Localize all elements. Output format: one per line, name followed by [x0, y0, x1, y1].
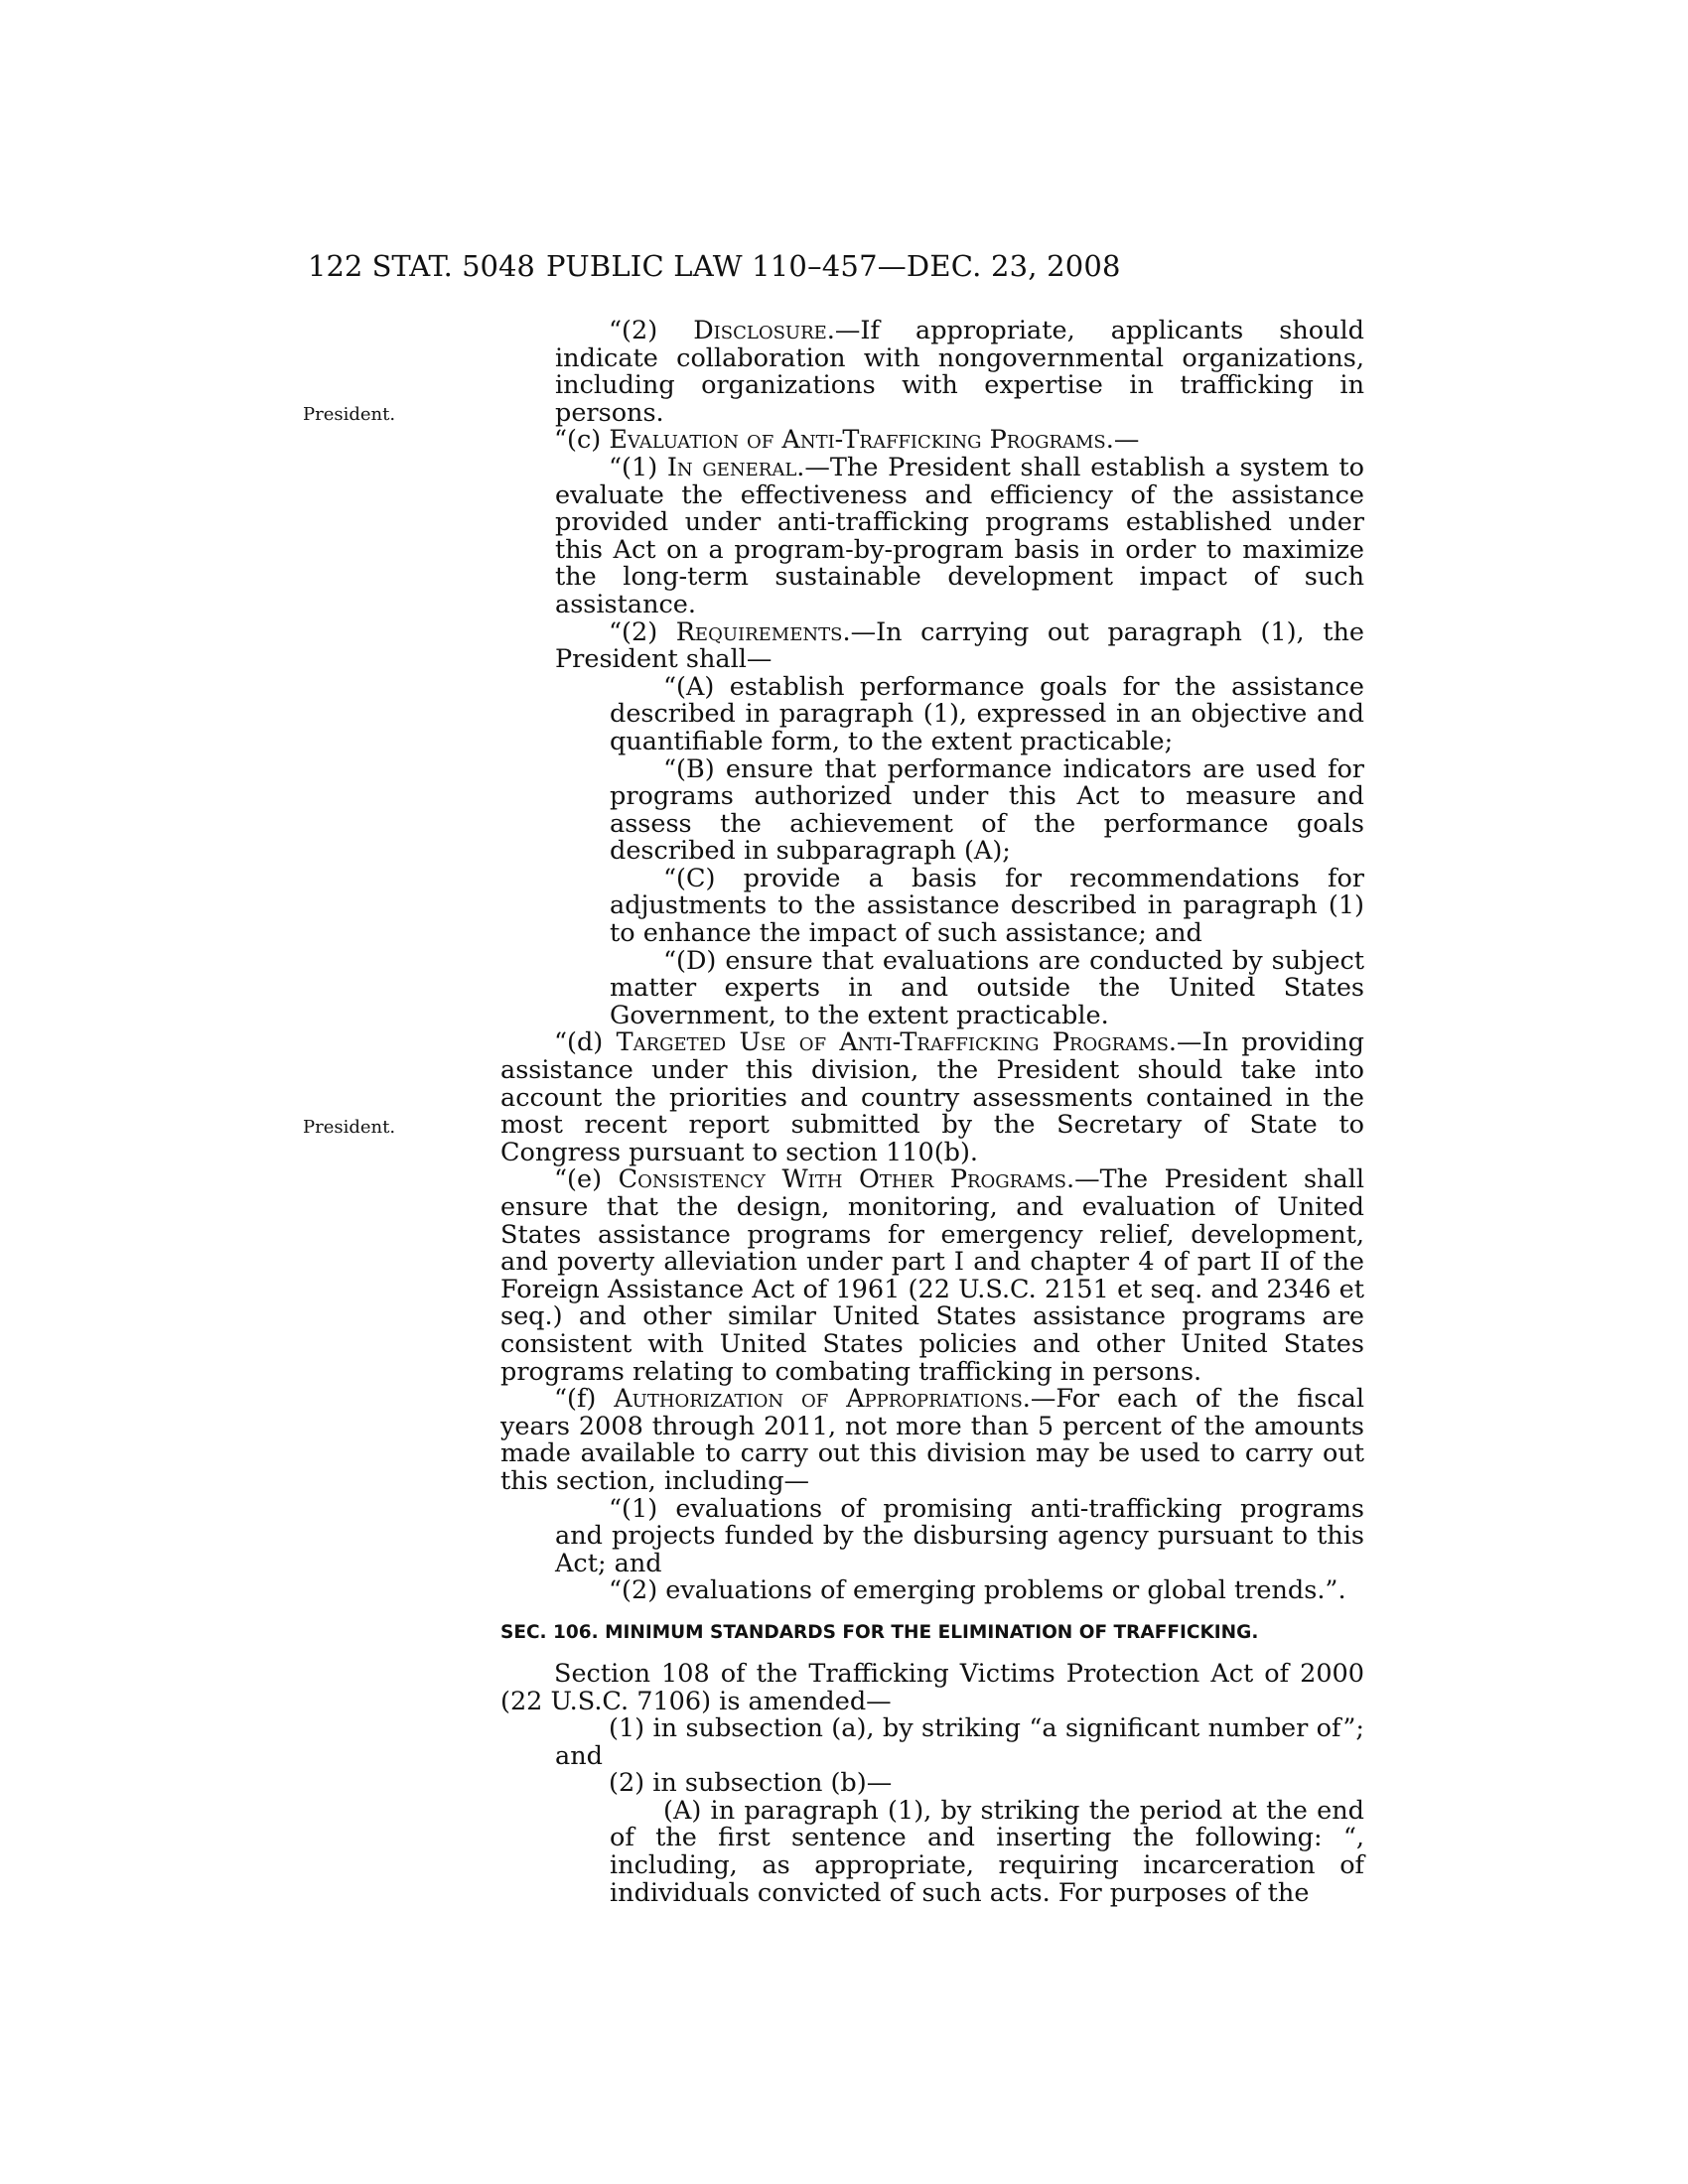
- public-law-title: PUBLIC LAW 110–457—DEC. 23, 2008: [546, 249, 1121, 283]
- statute-page-number: 122 STAT. 5048: [308, 249, 535, 283]
- paragraph-section-108: Section 108 of the Trafficking Victims Protection Act of 2000 (22 U.S.C. 7106) is amended—: [500, 1658, 1364, 1716]
- paragraph-authorization: “(f) Authorization of Appropriations.—For each of the fiscal years 2008 through 2011, not more than 5 percent of the amounts made available to carry out this division may be used to carry out this section, including—: [500, 1384, 1364, 1496]
- subparagraph-a: “(A) establish performance goals for the assistance described in paragraph (1), expressed in an objective and quantifiable form, to the extent practicable;: [610, 671, 1364, 756]
- section-106-heading: SEC. 106. MINIMUM STANDARDS FOR THE ELIMINATION OF TRAFFICKING.: [500, 1621, 1259, 1643]
- paragraph-requirements: “(2) Requirements.—In carrying out paragraph (1), the President shall—: [555, 616, 1364, 675]
- paragraph-in-general: “(1) In general.—The President shall establish a system to evaluate the effectiveness and efficiency of the assistance provided under anti-trafficking programs established under this Act on a program-by-program basis in order to maximize the long-term sustainable development impact of such assistance.: [555, 452, 1364, 619]
- subparagraph-c: “(C) provide a basis for recommendations for adjustments to the assistance described in paragraph (1) to enhance the impact of such assistance; and: [610, 863, 1364, 949]
- subparagraph-d: “(D) ensure that evaluations are conducted by subject matter experts in and outside the United States Government, to the extent practicable.: [610, 945, 1364, 1030]
- amendment-2a: (A) in paragraph (1), by striking the period at the end of the first sentence and inserting the following: “, including, as appropriate, requiring incarceration of individuals convicted of such acts. For purposes of the: [610, 1795, 1364, 1908]
- document-body: [500, 318, 1364, 1907]
- paragraph-disclosure: “(2) Disclosure.—If appropriate, applicants should indicate collaboration with nongovernmental organizations, including organizations with expertise in trafficking in persons.: [555, 316, 1365, 428]
- paragraph-evaluations-emerging: “(2) evaluations of emerging problems or global trends.”.: [609, 1575, 1346, 1606]
- paragraph-evaluation-heading: “(c) Evaluation of Anti-Trafficking Programs.—: [554, 425, 1140, 456]
- margin-note-president: President.: [303, 1117, 396, 1138]
- subparagraph-b: “(B) ensure that performance indicators are used for programs authorized under this Act to measure and assess the achievement of the performance goals described in subparagraph (A);: [610, 753, 1364, 867]
- page-header: [308, 246, 1311, 286]
- paragraph-targeted-use: “(d) Targeted Use of Anti-Trafficking Programs.—In providing assistance under this division, the President should take into account the priorities and country assessments contained in the most recent report submitted by the Secretary of State to Congress pursuant to section 110(b).: [500, 1027, 1364, 1167]
- amendment-1: (1) in subsection (a), by striking “a significant number of”; and: [555, 1713, 1364, 1771]
- paragraph-consistency: “(e) Consistency With Other Programs.—The President shall ensure that the design, monitoring, and evaluation of United States assistance programs for emergency relief, development, and poverty alleviation under part I and chapter 4 of part II of the Foreign Assistance Act of 1961 (22 U.S.C. 2151 et seq. and 2346 et seq.) and other similar United States assistance programs are consistent with United States policies and other United States programs relating to combating trafficking in persons.: [500, 1164, 1364, 1387]
- margin-note-president: President.: [303, 404, 396, 425]
- paragraph-evaluations-promising: “(1) evaluations of promising anti-trafficking programs and projects funded by the disbursing agency pursuant to this Act; and: [555, 1493, 1364, 1578]
- amendment-2: (2) in subsection (b)—: [609, 1768, 893, 1799]
